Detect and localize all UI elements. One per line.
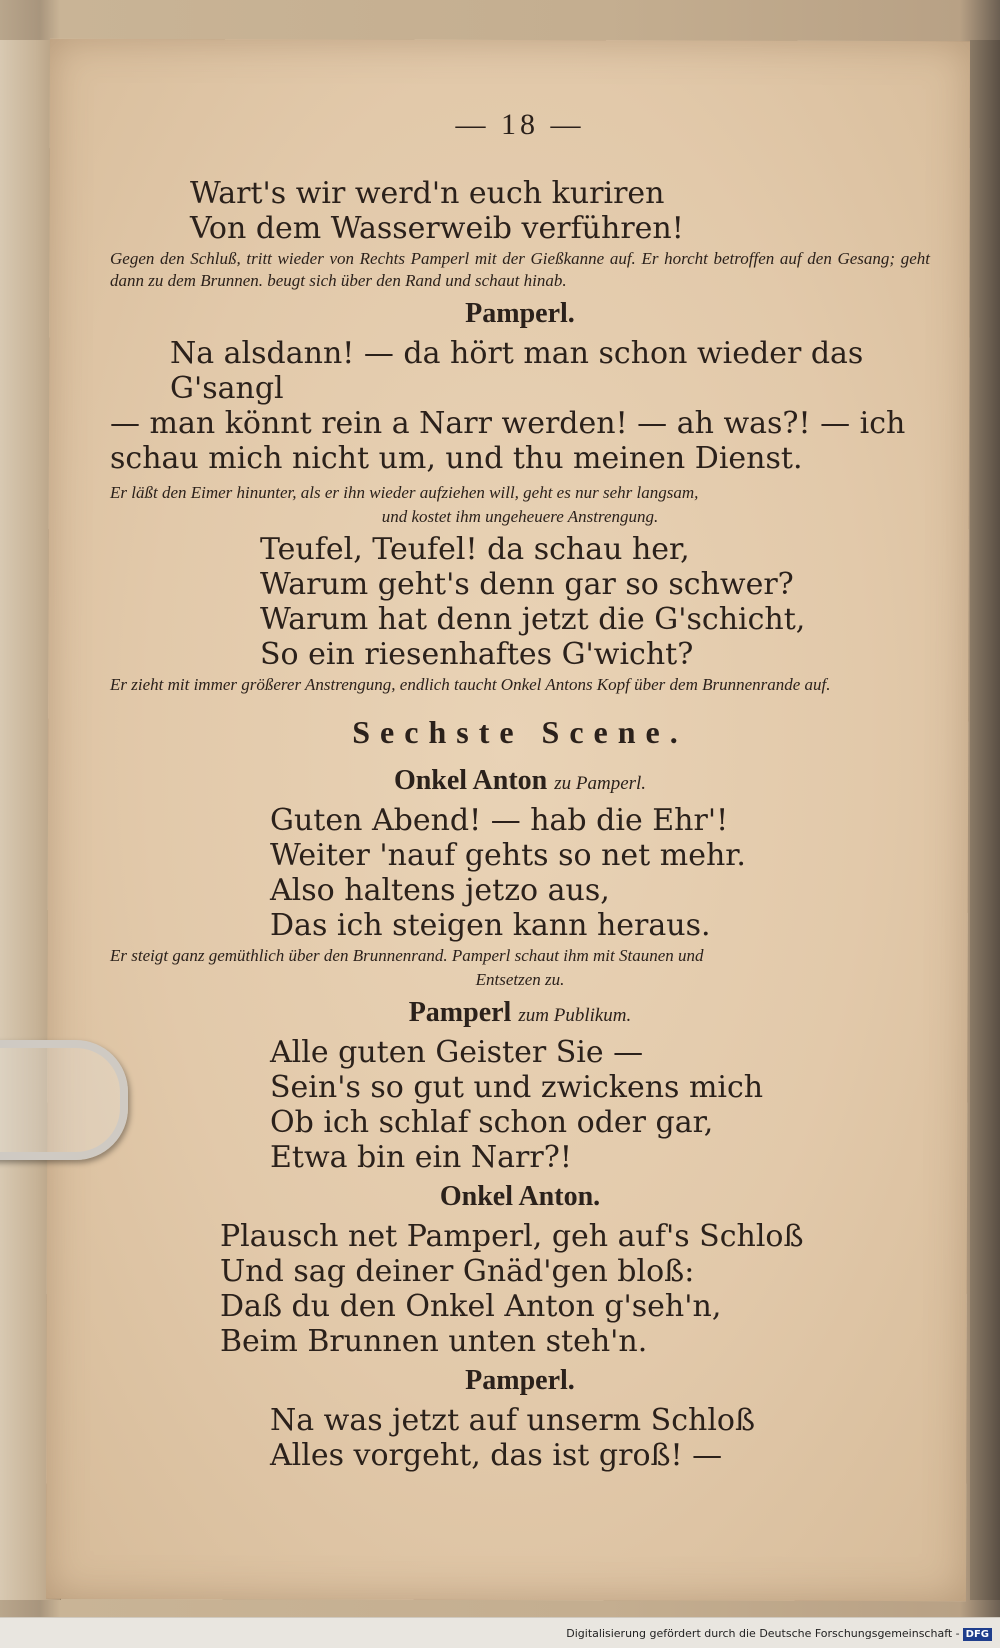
funding-text: Digitalisierung gefördert durch die Deutsche Forschungsgemeinschaft - — [566, 1627, 960, 1640]
scene-heading: Sechste Scene. — [352, 714, 688, 750]
prose-block — [110, 336, 930, 406]
verse-line: Etwa bin ein Narr?! — [270, 1140, 572, 1175]
verse-line: Alle guten Geister Sie — — [270, 1035, 644, 1070]
speaker-name — [110, 1181, 930, 1213]
funding-footer — [566, 1627, 992, 1641]
speaker-direction: zum Publikum. — [518, 1005, 632, 1026]
page-holder-clip — [0, 1040, 128, 1160]
verse-line: Beim Brunnen unten steh'n. — [220, 1324, 648, 1359]
stage-direction: Er zieht mit immer größerer Anstrengung, endlich taucht Onkel Antons Kopf über dem Brunnenrande auf. — [110, 675, 831, 694]
verse-line: Daß du den Onkel Anton g'seh'n, — [220, 1289, 722, 1324]
verse-block — [110, 176, 930, 246]
right-page-edge — [970, 40, 1000, 1600]
speaker-name — [110, 765, 930, 797]
stage-direction: Entsetzen zu. — [475, 970, 565, 989]
stage-direction: Gegen den Schluß, tritt wieder von Rechts Pamperl mit der Gießkanne auf. Er horcht betroffen auf den Gesang; geht dann zu dem Brunnen. beugt sich über den Rand und schaut hinab. — [110, 249, 930, 290]
speaker-label: Pamperl — [408, 997, 512, 1028]
stage-direction: und kostet ihm ungeheuere Anstrengung. — [381, 507, 659, 526]
verse-line: Und sag deiner Gnäd'gen bloß: — [220, 1254, 695, 1289]
verse-line: schau mich nicht um, und thu meinen Dienst. — [110, 441, 803, 476]
verse-block — [110, 803, 930, 943]
verse-line: Ob ich schlaf schon oder gar, — [270, 1105, 714, 1140]
verse-block — [110, 532, 930, 672]
page-content — [110, 108, 930, 1473]
verse-line: Alles vorgeht, das ist groß! — — [270, 1438, 723, 1473]
verse-line: Warum hat denn jetzt die G'schicht, — [260, 602, 806, 637]
verse-line: Weiter 'nauf gehts so net mehr. — [270, 838, 746, 873]
verse-line: Sein's so gut und zwickens mich — [270, 1070, 764, 1105]
stage-direction: Er steigt ganz gemüthlich über den Brunnenrand. Pamperl schaut ihm mit Staunen und — [110, 946, 704, 965]
speaker-label: Onkel Anton. — [439, 1181, 601, 1212]
speaker-name — [110, 298, 930, 330]
verse-line: Das ich steigen kann heraus. — [270, 908, 711, 943]
verse-line: Also haltens jetzo aus, — [270, 873, 610, 908]
verse-line: Warum geht's denn gar so schwer? — [260, 567, 794, 602]
verse-line: — man könnt rein a Narr werden! — ah was?! — ich — [110, 406, 906, 441]
page-number: — 18 — — [455, 108, 585, 141]
speaker-label: Pamperl. — [465, 298, 575, 329]
verse-line: Plausch net Pamperl, geh auf's Schloß — [220, 1219, 804, 1254]
verse-block — [110, 1219, 930, 1359]
verse-line: So ein riesenhaftes G'wicht? — [260, 637, 694, 672]
speaker-label: Pamperl. — [465, 1365, 575, 1396]
speaker-name — [110, 1365, 930, 1397]
verse-block — [110, 1035, 930, 1175]
verse-line: Na alsdann! — da hört man schon wieder das G'sangl — [170, 336, 864, 406]
verse-line: Teufel, Teufel! da schau her, — [260, 532, 690, 567]
speaker-label: Onkel Anton — [393, 765, 548, 796]
prose-block — [110, 406, 930, 476]
stage-direction: Er läßt den Eimer hinunter, als er ihn wieder aufziehen will, geht es nur sehr langsam, — [110, 483, 699, 502]
speaker-name — [110, 997, 930, 1029]
speaker-direction: zu Pamperl. — [554, 773, 647, 794]
verse-line: Wart's wir werd'n euch kuriren — [190, 176, 665, 211]
verse-line: Von dem Wasserweib verführen! — [190, 211, 684, 246]
verse-line: Guten Abend! — hab die Ehr'! — [270, 803, 729, 838]
verse-line: Na was jetzt auf unserm Schloß — [270, 1403, 756, 1438]
verse-block — [110, 1403, 930, 1473]
dfg-logo: DFG — [963, 1628, 992, 1641]
